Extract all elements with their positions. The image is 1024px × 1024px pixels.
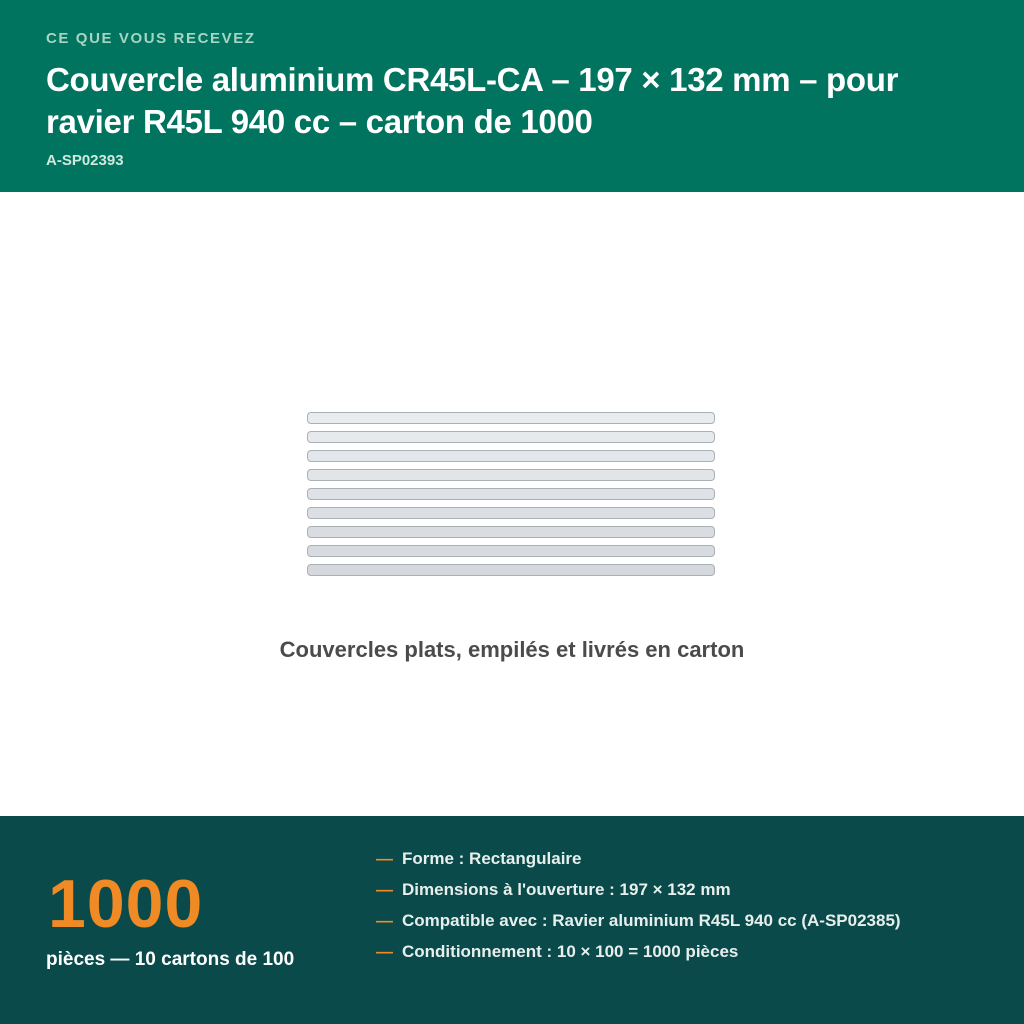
lid-item — [307, 526, 715, 538]
lid-item — [307, 450, 715, 462]
product-sku: A-SP02393 — [46, 152, 124, 169]
spec-text: Forme : Rectangulaire — [402, 849, 582, 868]
dash-icon: — — [376, 849, 393, 868]
spec-text: Conditionnement : 10 × 100 = 1000 pièces — [402, 942, 739, 961]
quantity-subtitle: pièces — 10 cartons de 100 — [46, 949, 295, 970]
illustration-caption: Couvercles plats, empilés et livrés en carton — [279, 637, 745, 662]
illustration-area — [0, 192, 1024, 816]
dash-icon: — — [376, 942, 393, 961]
footer-panel — [0, 816, 1024, 1024]
dash-icon: — — [376, 880, 393, 899]
lid-stack-illustration — [307, 412, 717, 583]
eyebrow-label: CE QUE VOUS RECEVEZ — [46, 30, 256, 47]
header-banner — [0, 0, 1024, 192]
spec-list — [376, 848, 936, 972]
dash-icon: — — [376, 911, 393, 930]
lid-item — [307, 507, 715, 519]
spec-item — [376, 941, 936, 962]
spec-text: Compatible avec : Ravier aluminium R45L 940 cc (A-SP02385) — [402, 911, 901, 930]
lid-item — [307, 488, 715, 500]
lid-item — [307, 545, 715, 557]
lid-item — [307, 412, 715, 424]
spec-item — [376, 910, 936, 931]
spec-text: Dimensions à l'ouverture : 197 × 132 mm — [402, 880, 731, 899]
lid-item — [307, 431, 715, 443]
lid-item — [307, 564, 715, 576]
quantity-number: 1000 — [48, 866, 204, 942]
spec-item — [376, 879, 936, 900]
spec-item — [376, 848, 936, 869]
lid-item — [307, 469, 715, 481]
product-title: Couvercle aluminium CR45L-CA – 197 × 132 mm – pour ravier R45L 940 cc – carton de 1000 — [46, 61, 899, 140]
